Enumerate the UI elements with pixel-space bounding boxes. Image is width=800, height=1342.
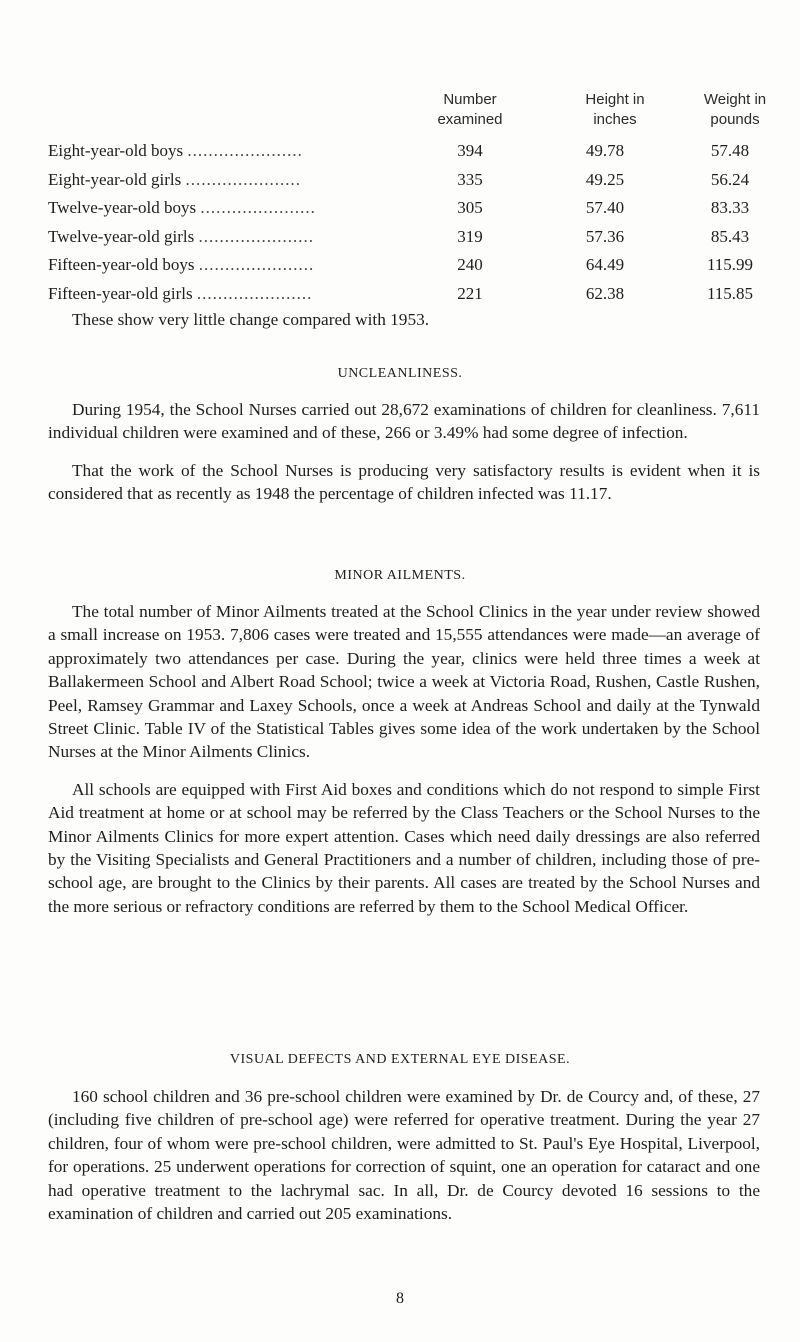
cell-weight: 83.33 — [710, 198, 750, 217]
row-label-text: Eight-year-old girls — [48, 169, 182, 189]
table-header — [0, 90, 800, 134]
leader-dots: ...................... — [187, 141, 303, 160]
visual-defects-body — [48, 1085, 760, 1225]
heading-minor-ailments: MINOR AILMENTS. — [334, 568, 466, 583]
paragraph: 160 school children and 36 pre-school children were examined by Dr. de Courcy and, of these, 27 (including five children of pre-school age) were referred for operative treatment. During the year 27 children, four of whom were pre-school children, were admitted to St. Paul's Eye Hospital, Liverpool, for operations. 25 underwent operations for correction of squint, one an operation for cataract and one had operative treatment to the lachrymal sac. In all, Dr. de Courcy devoted 16 sessions to the examination of children and carried out 205 examinations. — [48, 1087, 760, 1224]
table-row — [0, 137, 800, 166]
row-label-text: Fifteen-year-old boys — [48, 255, 195, 274]
cell-number: 240 — [457, 255, 483, 274]
row-label — [48, 194, 378, 223]
cell-weight: 57.48 — [710, 141, 750, 160]
cell-height: 64.49 — [585, 255, 625, 274]
page-number: 8 — [396, 1290, 404, 1307]
cell-number: 394 — [457, 141, 483, 160]
cell-weight: 115.99 — [706, 255, 754, 274]
cell-number: 319 — [457, 226, 483, 246]
leader-dots: ...................... — [198, 226, 314, 246]
row-label — [48, 280, 378, 309]
row-label — [48, 166, 378, 195]
col-header-line1: Number — [443, 91, 497, 108]
cell-height: 57.40 — [585, 198, 625, 217]
minor-ailments-body — [48, 600, 760, 918]
row-label — [48, 137, 378, 166]
row-label — [48, 223, 378, 252]
heading-visual-defects: VISUAL DEFECTS AND EXTERNAL EYE DISEASE. — [229, 1052, 571, 1067]
heading-uncleanliness: UNCLEANLINESS. — [337, 366, 463, 381]
cell-height: 49.78 — [585, 141, 625, 160]
row-label — [48, 251, 378, 280]
col-header-height — [550, 90, 680, 130]
cell-weight: 85.43 — [710, 226, 750, 246]
table-note: These show very little change compared with 1953. — [72, 310, 430, 329]
leader-dots: ...................... — [200, 198, 316, 217]
table-row — [0, 194, 800, 223]
paragraph: All schools are equipped with First Aid boxes and conditions which do not respond to simple First Aid treatment at home or at school may be referred by the Class Teachers or the School Nurses to the Minor Ailments Clinics for more expert attention. Cases which need daily dressings are also referred by the Visiting Specialists and General Practitioners and a number of children, including those of pre-school age, are brought to the Clinics by their parents. All cases are treated by the School Nurses and the more serious or refractory conditions are referred by them to the School Medical Officer. — [48, 779, 760, 916]
cell-number: 305 — [457, 198, 483, 217]
cell-weight: 56.24 — [710, 169, 750, 189]
cell-number: 335 — [457, 169, 483, 189]
row-label-text: Twelve-year-old boys — [48, 198, 197, 217]
leader-dots: ...................... — [198, 255, 315, 274]
table-row — [0, 166, 800, 195]
leader-dots: ...................... — [185, 169, 302, 189]
col-header-line1: Weight in — [703, 91, 767, 108]
col-header-weight — [670, 90, 800, 130]
col-header-line2: examined — [437, 111, 503, 128]
paragraph: The total number of Minor Ailments treated at the School Clinics in the year under review showed a small increase on 1953. 7,806 cases were treated and 15,555 attendances were made—an average of approximately two attendances per case. During the year, clinics were held three times a week at Ballakermeen School and Albert Road School; twice a week at Victoria Road, Rushen, Castle Rushen, Peel, Ramsey Grammar and Laxey Schools, once a week at Andreas School and daily at the Tynwald Street Clinic. Table IV of the Statistical Tables gives some idea of the work undertaken by the School Nurses at the Minor Ailments Clinics. — [48, 602, 760, 762]
uncleanliness-body — [48, 398, 760, 506]
table-row — [0, 223, 800, 252]
cell-height: 62.38 — [585, 283, 625, 303]
table-row — [0, 280, 800, 309]
paragraph: That the work of the School Nurses is producing very satisfactory results is evident when it is considered that as recently as 1948 the percentage of children infected was 11.17. — [48, 460, 760, 504]
cell-weight: 115.85 — [706, 283, 754, 303]
row-label-text: Eight-year-old boys — [48, 141, 184, 160]
col-header-number — [405, 90, 535, 130]
row-label-text: Fifteen-year-old girls — [48, 283, 193, 303]
cell-height: 57.36 — [585, 226, 625, 246]
col-header-line1: Height in — [585, 91, 645, 108]
cell-height: 49.25 — [585, 169, 625, 189]
cell-number: 221 — [457, 283, 483, 303]
table-row — [0, 251, 800, 280]
paragraph: During 1954, the School Nurses carried out 28,672 examinations of children for cleanliness. 7,611 individual children were examined and of these, 266 or 3.49% had some degree of infection. — [48, 400, 760, 443]
col-header-line2: pounds — [710, 111, 760, 128]
col-header-line2: inches — [593, 111, 637, 128]
measurements-table — [0, 137, 800, 308]
row-label-text: Twelve-year-old girls — [48, 226, 195, 246]
leader-dots: ...................... — [196, 283, 313, 303]
